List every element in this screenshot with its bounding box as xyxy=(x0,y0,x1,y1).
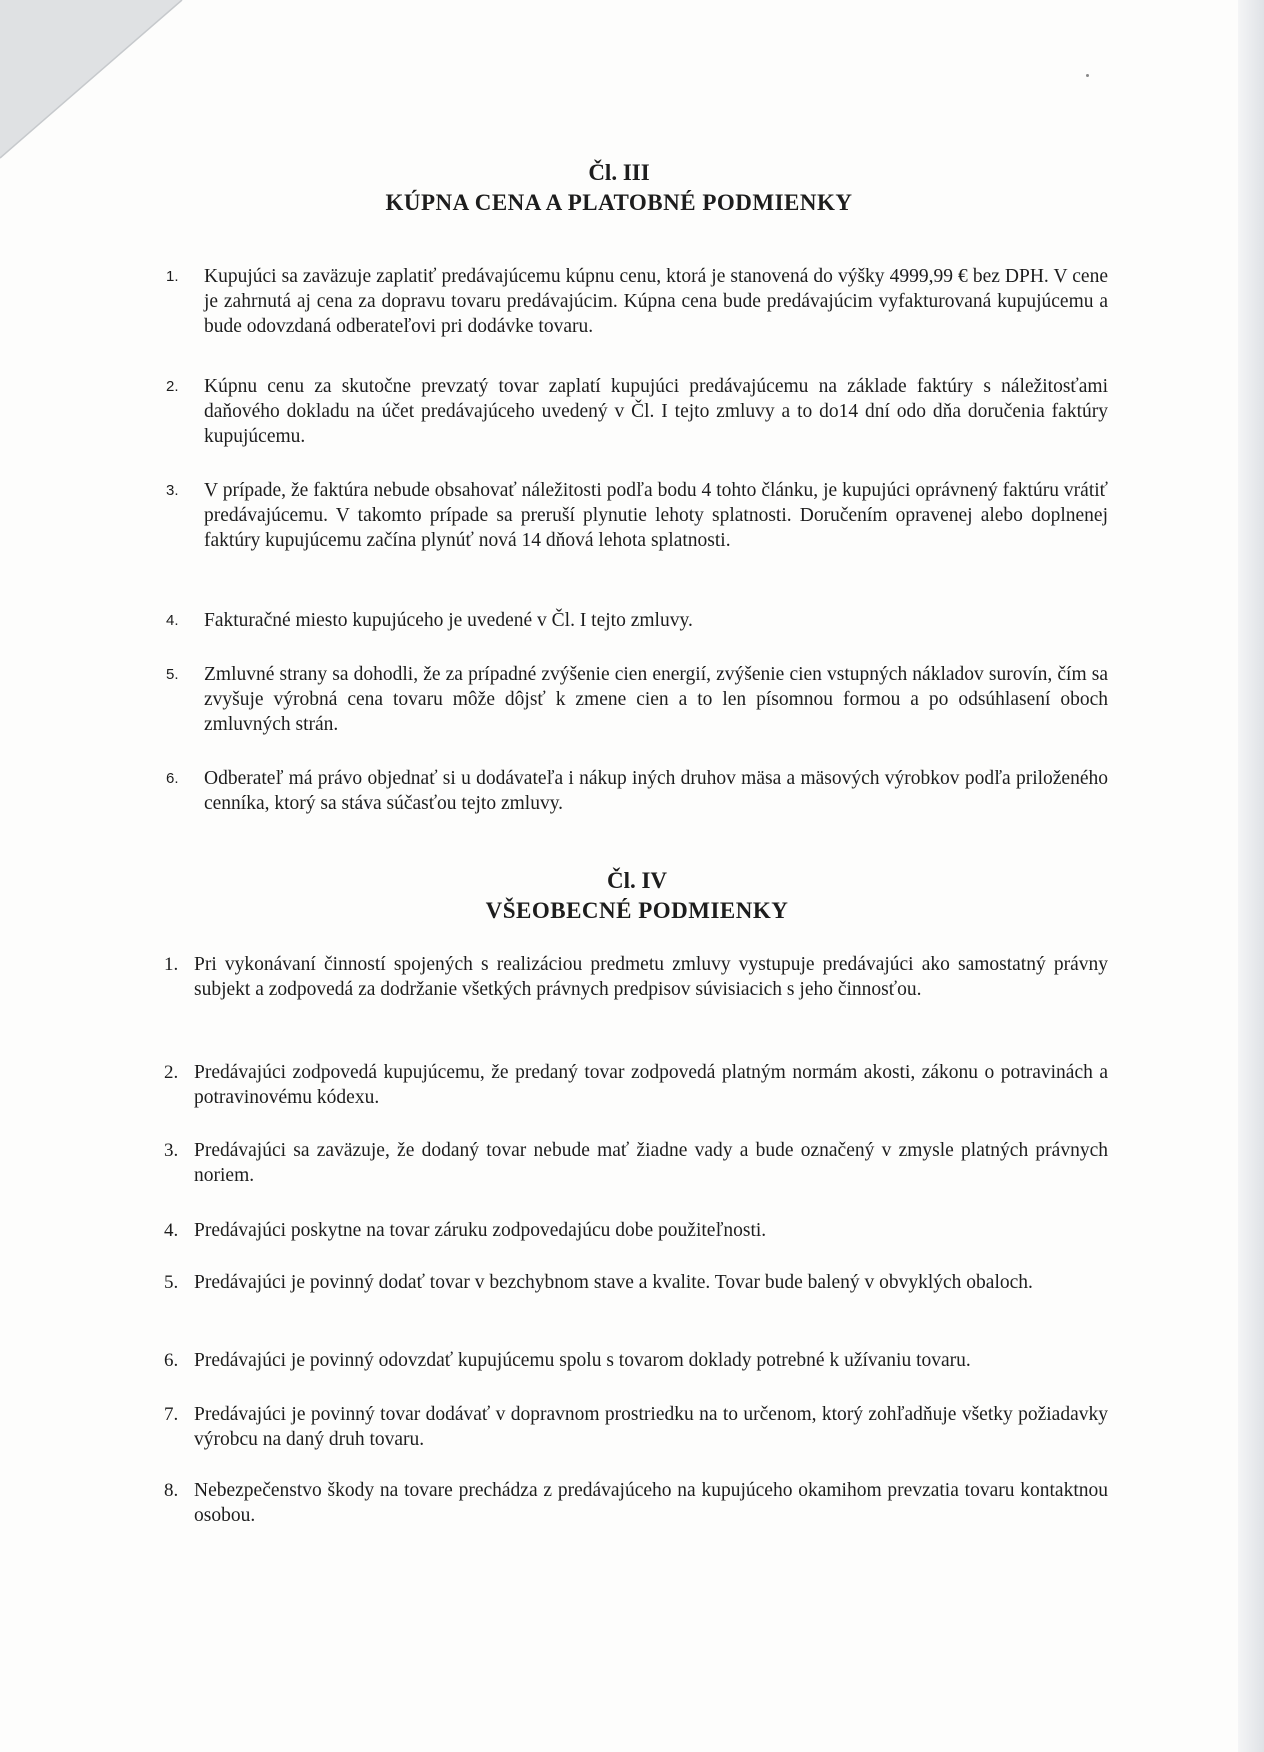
item-text: V prípade, že faktúra nebude obsahovať náležitosti podľa bodu 4 tohto článku, je kupujúci oprávnený faktúru vrátiť predávajúcemu. V takomto prípade sa preruší plynutie lehoty splatnosti. Doručením opravenej alebo doplnenej faktúry kupujúcemu začína plynúť nová 14 dňová lehota splatnosti. xyxy=(204,480,1108,551)
item-text: Predávajúci poskytne na tovar záruku zodpovedajúcu dobe použiteľnosti. xyxy=(194,1220,767,1241)
item-text: Nebezpečenstvo škody na tovare prechádza z predávajúceho na kupujúceho okamihom prevzatia tovaru kontaktnou osobou. xyxy=(194,1480,1108,1526)
item-text: Predávajúci je povinný dodať tovar v bezchybnom stave a kvalite. Tovar bude balený v obvyklých obaloch. xyxy=(194,1272,1033,1293)
item-text: Kúpnu cenu za skutočne prevzatý tovar zaplatí kupujúci predávajúcemu na základe faktúry s náležitosťami daňového dokladu na účet predávajúceho uvedený v Čl. I tejto zmluvy a to do14 dní odo dňa doručenia faktúry kupujúcemu. xyxy=(204,376,1108,447)
item-text: Fakturačné miesto kupujúceho je uvedené v Čl. I tejto zmluvy. xyxy=(204,610,693,631)
item-number: 2. xyxy=(164,1062,179,1083)
item-number: 2. xyxy=(166,378,179,395)
article-4-item-7 xyxy=(164,1402,1108,1452)
article-4-item-2 xyxy=(164,1060,1108,1110)
article-4-item-1 xyxy=(164,952,1108,1002)
article-4-item-3 xyxy=(164,1138,1108,1188)
item-number: 3. xyxy=(166,482,179,499)
article-4-number: Čl. IV xyxy=(606,868,668,893)
article-4-item-4 xyxy=(164,1218,1108,1243)
article-4-title: VŠEOBECNÉ PODMIENKY xyxy=(485,898,789,923)
article-4-item-5 xyxy=(164,1270,1108,1295)
article-4-item-6 xyxy=(164,1348,1108,1373)
article-4-item-8 xyxy=(164,1478,1108,1528)
item-number: 3. xyxy=(164,1140,179,1161)
item-text: Predávajúci zodpovedá kupujúcemu, že predaný tovar zodpovedá platným normám akosti, zákonu o potravinách a potravinovému kódexu. xyxy=(194,1062,1108,1108)
scan-speck xyxy=(1086,74,1089,77)
article-3-item-4 xyxy=(166,608,1108,633)
item-number: 1. xyxy=(166,268,179,285)
item-number: 8. xyxy=(164,1480,179,1501)
scan-corner-shadow xyxy=(0,0,190,165)
item-number: 5. xyxy=(164,1272,179,1293)
item-text: Predávajúci sa zaväzuje, že dodaný tovar nebude mať žiadne vady a bude označený v zmysle platných právnych noriem. xyxy=(194,1140,1108,1186)
article-3-item-5 xyxy=(166,662,1108,737)
article-3-title: KÚPNA CENA A PLATOBNÉ PODMIENKY xyxy=(385,190,853,215)
article-3-item-2 xyxy=(166,374,1108,449)
item-text: Kupujúci sa zaväzuje zaplatiť predávajúcemu kúpnu cenu, ktorá je stanovená do výšky 4999,99 € bez DPH. V cene je zahrnutá aj cena za dopravu tovaru predávajúcim. Kúpna cena bude predávajúcim vyfakturovaná kupujúcemu a bude odovzdaná odberateľovi pri dodávke tovaru. xyxy=(204,266,1108,337)
article-3-heading xyxy=(0,158,1238,218)
article-3-item-3 xyxy=(166,478,1108,553)
item-text: Predávajúci je povinný odovzdať kupujúcemu spolu s tovarom doklady potrebné k užívaniu tovaru. xyxy=(194,1350,971,1371)
item-number: 6. xyxy=(166,770,179,787)
item-text: Odberateľ má právo objednať si u dodávateľa i nákup iných druhov mäsa a mäsových výrobkov podľa priloženého cenníka, ktorý sa stáva súčasťou tejto zmluvy. xyxy=(204,768,1108,814)
item-number: 6. xyxy=(164,1350,179,1371)
item-number: 7. xyxy=(164,1404,179,1425)
item-text: Pri vykonávaní činností spojených s realizáciou predmetu zmluvy vystupuje predávajúci ako samostatný právny subjekt a zodpovedá za dodržanie všetkých právnych predpisov súvisiacich s jeho činnosťou. xyxy=(194,954,1108,1000)
article-4-heading xyxy=(18,866,1238,926)
article-3-item-6 xyxy=(166,766,1108,816)
article-3-item-1 xyxy=(166,264,1108,339)
item-number: 4. xyxy=(164,1220,179,1241)
item-number: 1. xyxy=(164,954,179,975)
article-3-number: Čl. III xyxy=(588,160,650,185)
item-text: Predávajúci je povinný tovar dodávať v dopravnom prostriedku na to určenom, ktorý zohľadňuje všetky požiadavky výrobcu na daný druh tovaru. xyxy=(194,1404,1108,1450)
scan-right-edge xyxy=(1238,0,1264,1752)
item-text: Zmluvné strany sa dohodli, že za prípadné zvýšenie cien energií, zvýšenie cien vstupných nákladov surovín, čím sa zvyšuje výrobná cena tovaru môže dôjsť k zmene cien a to len písomnou formou a po odsúhlasení oboch zmluvných strán. xyxy=(204,664,1108,735)
item-number: 4. xyxy=(166,612,179,629)
item-number: 5. xyxy=(166,666,179,683)
